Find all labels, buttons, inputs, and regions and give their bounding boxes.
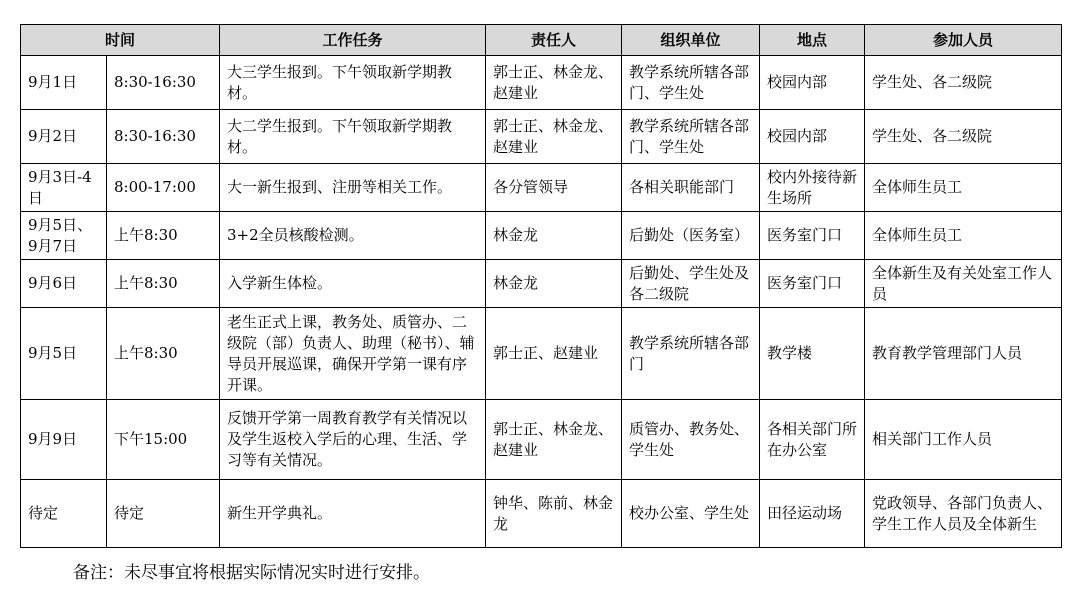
- cell-owner: 郭士正、林金龙、赵建业: [486, 400, 622, 480]
- cell-task: 老生正式上课，教务处、质管办、二级院（部）负责人、助理（秘书）、辅导员开展巡课，确保开学第一课有序开课。: [220, 308, 486, 400]
- header-time: 时间: [21, 25, 220, 56]
- table-row: [21, 308, 1062, 400]
- table-row: [21, 164, 1062, 212]
- cell-task: 反馈开学第一周教育教学有关情况以及学生返校入学后的心理、生活、学习等有关情况。: [220, 400, 486, 480]
- cell-org: 教学系统所辖各部门、学生处: [622, 56, 760, 110]
- cell-org: 后勤处（医务室）: [622, 212, 760, 260]
- cell-task: 新生开学典礼。: [220, 480, 486, 548]
- cell-org: 校办公室、学生处: [622, 480, 760, 548]
- cell-org: 后勤处、学生处及各二级院: [622, 260, 760, 308]
- cell-owner: 钟华、陈前、林金龙: [486, 480, 622, 548]
- cell-task: 大二学生报到。下午领取新学期教材。: [220, 110, 486, 164]
- cell-owner: 郭士正、赵建业: [486, 308, 622, 400]
- cell-date: 9月1日: [21, 56, 107, 110]
- cell-people: 全体师生员工: [865, 164, 1062, 212]
- cell-date: 9月2日: [21, 110, 107, 164]
- cell-people: 全体师生员工: [865, 212, 1062, 260]
- cell-place: 医务室门口: [760, 212, 865, 260]
- header-people: 参加人员: [865, 25, 1062, 56]
- cell-time: 8:30-16:30: [107, 56, 220, 110]
- cell-owner: 郭士正、林金龙、赵建业: [486, 56, 622, 110]
- cell-org: 教学系统所辖各部门、学生处: [622, 110, 760, 164]
- cell-place: 校内外接待新生场所: [760, 164, 865, 212]
- cell-owner: 林金龙: [486, 212, 622, 260]
- cell-time: 上午8:30: [107, 212, 220, 260]
- table-row: [21, 110, 1062, 164]
- cell-time: 下午15:00: [107, 400, 220, 480]
- cell-owner: 郭士正、林金龙、赵建业: [486, 110, 622, 164]
- cell-people: 学生处、各二级院: [865, 110, 1062, 164]
- cell-people: 全体新生及有关处室工作人员: [865, 260, 1062, 308]
- table-row: [21, 56, 1062, 110]
- table-row: [21, 212, 1062, 260]
- header-owner: 责任人: [486, 25, 622, 56]
- cell-date: 9月5日: [21, 308, 107, 400]
- table-row: [21, 400, 1062, 480]
- cell-org: 各相关职能部门: [622, 164, 760, 212]
- schedule-table: [20, 24, 1062, 548]
- cell-time: 8:30-16:30: [107, 110, 220, 164]
- cell-org: 质管办、教务处、学生处: [622, 400, 760, 480]
- table-row: [21, 480, 1062, 548]
- cell-time: 上午8:30: [107, 308, 220, 400]
- cell-date: 9月3日-4日: [21, 164, 107, 212]
- cell-task: 入学新生体检。: [220, 260, 486, 308]
- header-org: 组织单位: [622, 25, 760, 56]
- cell-owner: 林金龙: [486, 260, 622, 308]
- cell-owner: 各分管领导: [486, 164, 622, 212]
- cell-date: 9月9日: [21, 400, 107, 480]
- cell-time: 上午8:30: [107, 260, 220, 308]
- table-row: [21, 260, 1062, 308]
- cell-people: 学生处、各二级院: [865, 56, 1062, 110]
- cell-place: 教学楼: [760, 308, 865, 400]
- cell-time: 8:00-17:00: [107, 164, 220, 212]
- cell-time: 待定: [107, 480, 220, 548]
- cell-place: 医务室门口: [760, 260, 865, 308]
- cell-task: 大一新生报到、注册等相关工作。: [220, 164, 486, 212]
- cell-date: 待定: [21, 480, 107, 548]
- cell-org: 教学系统所辖各部门: [622, 308, 760, 400]
- table-header-row: [21, 25, 1062, 56]
- cell-date: 9月5日、9月7日: [21, 212, 107, 260]
- cell-place: 校园内部: [760, 110, 865, 164]
- cell-task: 3+2全员核酸检测。: [220, 212, 486, 260]
- cell-place: 各相关部门所在办公室: [760, 400, 865, 480]
- cell-place: 校园内部: [760, 56, 865, 110]
- header-task: 工作任务: [220, 25, 486, 56]
- cell-task: 大三学生报到。下午领取新学期教材。: [220, 56, 486, 110]
- cell-date: 9月6日: [21, 260, 107, 308]
- cell-people: 教育教学管理部门人员: [865, 308, 1062, 400]
- cell-place: 田径运动场: [760, 480, 865, 548]
- remark-note: 备注：未尽事宜将根据实际情况实时进行安排。: [73, 563, 430, 583]
- cell-people: 相关部门工作人员: [865, 400, 1062, 480]
- header-place: 地点: [760, 25, 865, 56]
- cell-people: 党政领导、各部门负责人、学生工作人员及全体新生: [865, 480, 1062, 548]
